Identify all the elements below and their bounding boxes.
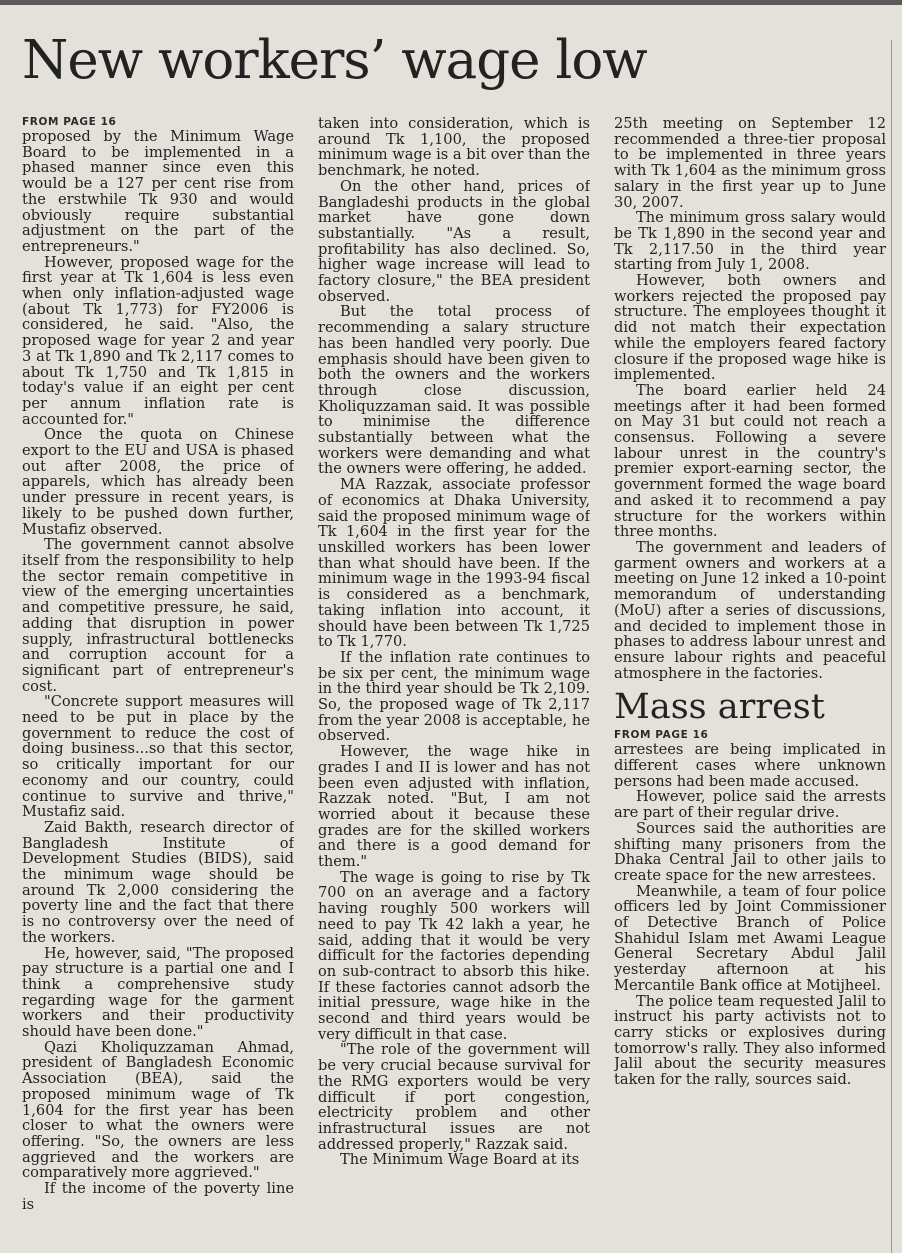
paragraph: The Minimum Wage Board at its [340,1151,580,1169]
paragraph: Zaid Bakth, research director of Bangladesh Institute of Development Studies (BIDS), said the minimum wage should be around Tk 2,000 considering the poverty line and the fact that there is no controversy over the need of the workers. [22,818,294,946]
article-column-3 [614,116,886,1088]
paragraph: The wage is going to rise by Tk 700 on an average and a factory having roughly 500 workers will need to pay Tk 42 lakh a year, he said, adding that it would be very difficult for the factories depending on sub-contract to absorb this hike. If these factories cannot adsorb the initial pressure, wage hike in the second and third years would be very difficult in that case. [318,868,590,1043]
paragraph: Sources said the authorities are shifting many prisoners from the Dhaka Central Jail to other jails to create space for the new arrestees. [614,819,886,884]
paragraph: Meanwhile, a team of four police officers led by Joint Commissioner of Detective Branch of Police Shahidul Islam met Awami League General Secretary Abdul Jalil yesterday afternoon at his Mercantile Bank office at Motijheel. [614,882,886,994]
paragraph: However, proposed wage for the first year at Tk 1,604 is less even when only inflation-adjusted wage (about Tk 1,773) for FY2006 is considered, he said. "Also, the proposed wage for year 2 and year 3 at Tk 1,890 and Tk 2,117 comes to about Tk 1,750 and Tk 1,815 in today's value if an eight per cent per annum inflation rate is accounted for." [22,253,294,428]
paragraph: He, however, said, "The proposed pay structure is a partial one and I think a comprehensive study regarding wage for the garment workers and their productivity should have been done." [22,944,294,1041]
paragraph: 25th meeting on September 12 recommended a three-tier proposal to be implemented in three years with Tk 1,604 as the minimum gross salary in the first year up to June 30, 2007. [614,116,886,211]
paragraph: But the total process of recommending a salary structure has been handled very poorly. Due emphasis should have been given to both the owners and the workers through close discussion, Kholiquzzaman said. It was possible to minimise the difference substantially between what the workers were demanding and what the owners were offering, he added. [318,303,590,478]
paragraph: "The role of the government will be very crucial because survival for the RMG exporters would be very difficult if port congestion, electricity problem and other infrastructural issues are not addressed properly," Razzak said. [318,1041,590,1153]
continuation-kicker: FROM PAGE 16 [22,116,117,128]
paragraph: Once the quota on Chinese export to the EU and USA is phased out after 2008, the price of apparels, which has already been under pressure in recent years, is likely to be pushed down further, Mustafiz observed. [22,426,294,538]
paragraph: taken into consideration, which is around Tk 1,100, the proposed minimum wage is a bit over than the benchmark, he noted. [318,116,590,180]
paragraph: proposed by the Minimum Wage Board to be implemented in a phased manner since even this would be a 127 per cent rise from the erstwhile Tk 930 and would obviously require substantial adjustment on the part of the entrepreneurs." [22,128,294,255]
top-border-bar [0,0,902,5]
paragraph: The minimum gross salary would be Tk 1,890 in the second year and Tk 2,117.50 in the third year starting from July 1, 2008. [614,209,886,274]
paragraph: arrestees are being implicated in different cases where unknown persons had been made accused. [614,741,886,790]
paragraph: "Concrete support measures will need to be put in place by the government to reduce the cost of doing business...so that this sector, so critically important for our economy and our country, could continue to survive and thrive," Mustafiz said. [22,693,294,821]
paragraph: However, police said the arrests are part of their regular drive. [614,788,886,822]
paragraph: The police team requested Jalil to instruct his party activists not to carry sticks or explosives during tomorrow's rally. They also informed Jalil about the security measures taken for the rally, sources said. [614,992,886,1088]
paragraph: If the inflation rate continues to be six per cent, the minimum wage in the third year should be Tk 2,109. So, the proposed wage of Tk 2,117 from the year 2008 is acceptable, he observed. [318,648,590,745]
continuation-kicker: FROM PAGE 16 [614,729,709,742]
article-headline: New workers’ wage low [22,30,647,91]
article-column-2 [318,116,590,1168]
paragraph: If the income of the poverty line is [22,1180,294,1213]
second-article-headline: Mass arrest [614,687,825,728]
paragraph: Qazi Kholiquzzaman Ahmad, president of Bangladesh Economic Association (BEA), said the proposed minimum wage of Tk 1,604 for the first year has been closer to what the owners were offering. "So, the owners are less aggrieved and the workers are comparatively more aggrieved." [22,1038,294,1182]
paragraph: The government and leaders of garment owners and workers at a meeting on June 12 inked a 10-point memorandum of understanding (MoU) after a series of discussions, and decided to implement those in phases to address labour unrest and ensure labour rights and peaceful atmosphere in the factories. [614,538,886,682]
paragraph: The government cannot absolve itself from the responsibility to help the sector remain competitive in view of the emerging uncertainties and competitive pressure, he said, adding that disruption in power supply, infrastructural bottlenecks and corruption account for a significant part of entrepreneur's cost. [22,536,294,695]
paragraph: However, the wage hike in grades I and II is lower and has not been even adjusted with inflation, Razzak noted. "But, I am not worried about it because these grades are for the skilled workers and there is a good demand for them." [318,743,590,871]
paragraph: On the other hand, prices of Bangladeshi products in the global market have gone down substantially. "As a result, profitability has also declined. So, higher wage increase will lead to factory closure," the BEA president observed. [318,177,590,305]
paragraph: The board earlier held 24 meetings after it had been formed on May 31 but could not reach a consensus. Following a severe labour unrest in the country's premier export-earning sector, the government formed the wage board and asked it to recommend a pay structure for the workers within three months. [614,381,886,541]
article-column-1 [22,116,294,1213]
paragraph: However, both owners and workers rejected the proposed pay structure. The employees thought it did not match their expectation while the employers feared factory closure if the proposed wage hike is implemented. [614,272,886,384]
column-rule [891,40,892,1253]
paragraph: MA Razzak, associate professor of economics at Dhaka University, said the proposed minimum wage of Tk 1,604 in the first year for the unskilled workers has been lower than what should have been. If the minimum wage in the 1993-94 fiscal is considered as a benchmark, taking inflation into account, it should have been between Tk 1,725 to Tk 1,770. [318,476,590,651]
